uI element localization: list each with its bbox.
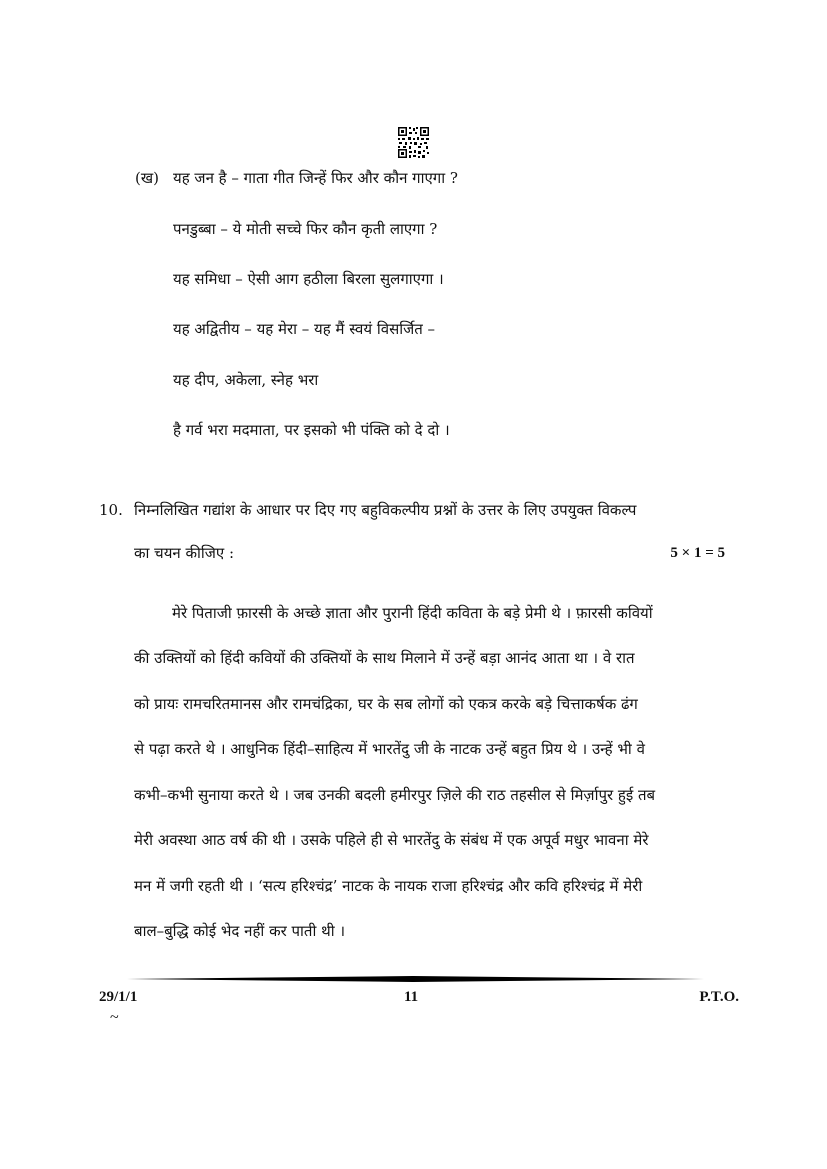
poem-line-6: है गर्व भरा मदमाता, पर इसको भी पंक्ति को दे दो । xyxy=(173,421,450,439)
sub-question-label: (ख) xyxy=(135,169,159,187)
poem-line-3: यह समिधा – ऐसी आग हठीला बिरला सुलगाएगा । xyxy=(173,270,444,288)
passage-line-5: कभी–कभी सुनाया करते थे । जब उनकी बदली हमीरपुर ज़िले की राठ तहसील से मिर्ज़ापुर हुई तब xyxy=(134,786,656,804)
passage-line-3: को प्रायः रामचरितमानस और रामचंद्रिका, घर के सब लोगों को एकत्र करके बड़े चित्ताकर्षक ढंग xyxy=(134,695,638,713)
question-number: 10. xyxy=(99,501,123,519)
passage-line-7: मन में जगी रहती थी । ‘सत्य हरिश्चंद्र’ नाटक के नायक राजा हरिश्चंद्र और कवि हरिश्चंद्र में मेरी xyxy=(134,877,643,895)
poem-line-1: यह जन है – गाता गीत जिन्हें फिर और कौन गाएगा ? xyxy=(173,169,458,187)
passage-line-2: की उक्तियों को हिंदी कवियों की उक्तियों के साथ मिलाने में उन्हें बड़ा आनंद आता था । वे रात xyxy=(134,649,635,667)
marks-allocation: 5 × 1 = 5 xyxy=(670,545,725,561)
footer-divider xyxy=(122,974,704,984)
passage-line-1: मेरे पिताजी फ़ारसी के अच्छे ज्ञाता और पुरानी हिंदी कविता के बड़े प्रेमी थे । फ़ारसी कवियों xyxy=(172,604,653,622)
poem-line-4: यह अद्वितीय – यह मेरा – यह मैं स्वयं विसर्जित – xyxy=(173,320,436,338)
please-turn-over: P.T.O. xyxy=(699,989,739,1005)
page-number: 11 xyxy=(404,989,419,1005)
passage-line-4: से पढ़ा करते थे । आधुनिक हिंदी–साहित्य में भारतेंदु जी के नाटक उन्हें बहुत प्रिय थे । उन्हें भी वे xyxy=(134,740,645,758)
question-instruction-line-1: निम्नलिखित गद्यांश के आधार पर दिए गए बहुविकल्पीय प्रश्नों के उत्तर के लिए उपयुक्त विकल्प xyxy=(134,501,637,519)
poem-line-2: पनडुब्बा – ये मोती सच्चे फिर कौन कृती लाएगा ? xyxy=(173,220,438,238)
footer-tilde-mark: ~ xyxy=(110,1009,119,1026)
poem-line-5: यह दीप, अकेला, स्नेह भरा xyxy=(173,371,319,389)
qr-code-icon xyxy=(397,126,430,159)
question-instruction-line-2: का चयन कीजिए : xyxy=(134,544,235,562)
paper-code: 29/1/1 xyxy=(99,989,138,1005)
passage-line-6: मेरी अवस्था आठ वर्ष की थी । उसके पहिले ही से भारतेंदु के संबंध में एक अपूर्व मधुर भावना मेरे xyxy=(134,831,649,849)
passage-line-8: बाल–बुद्धि कोई भेद नहीं कर पाती थी । xyxy=(134,922,346,940)
